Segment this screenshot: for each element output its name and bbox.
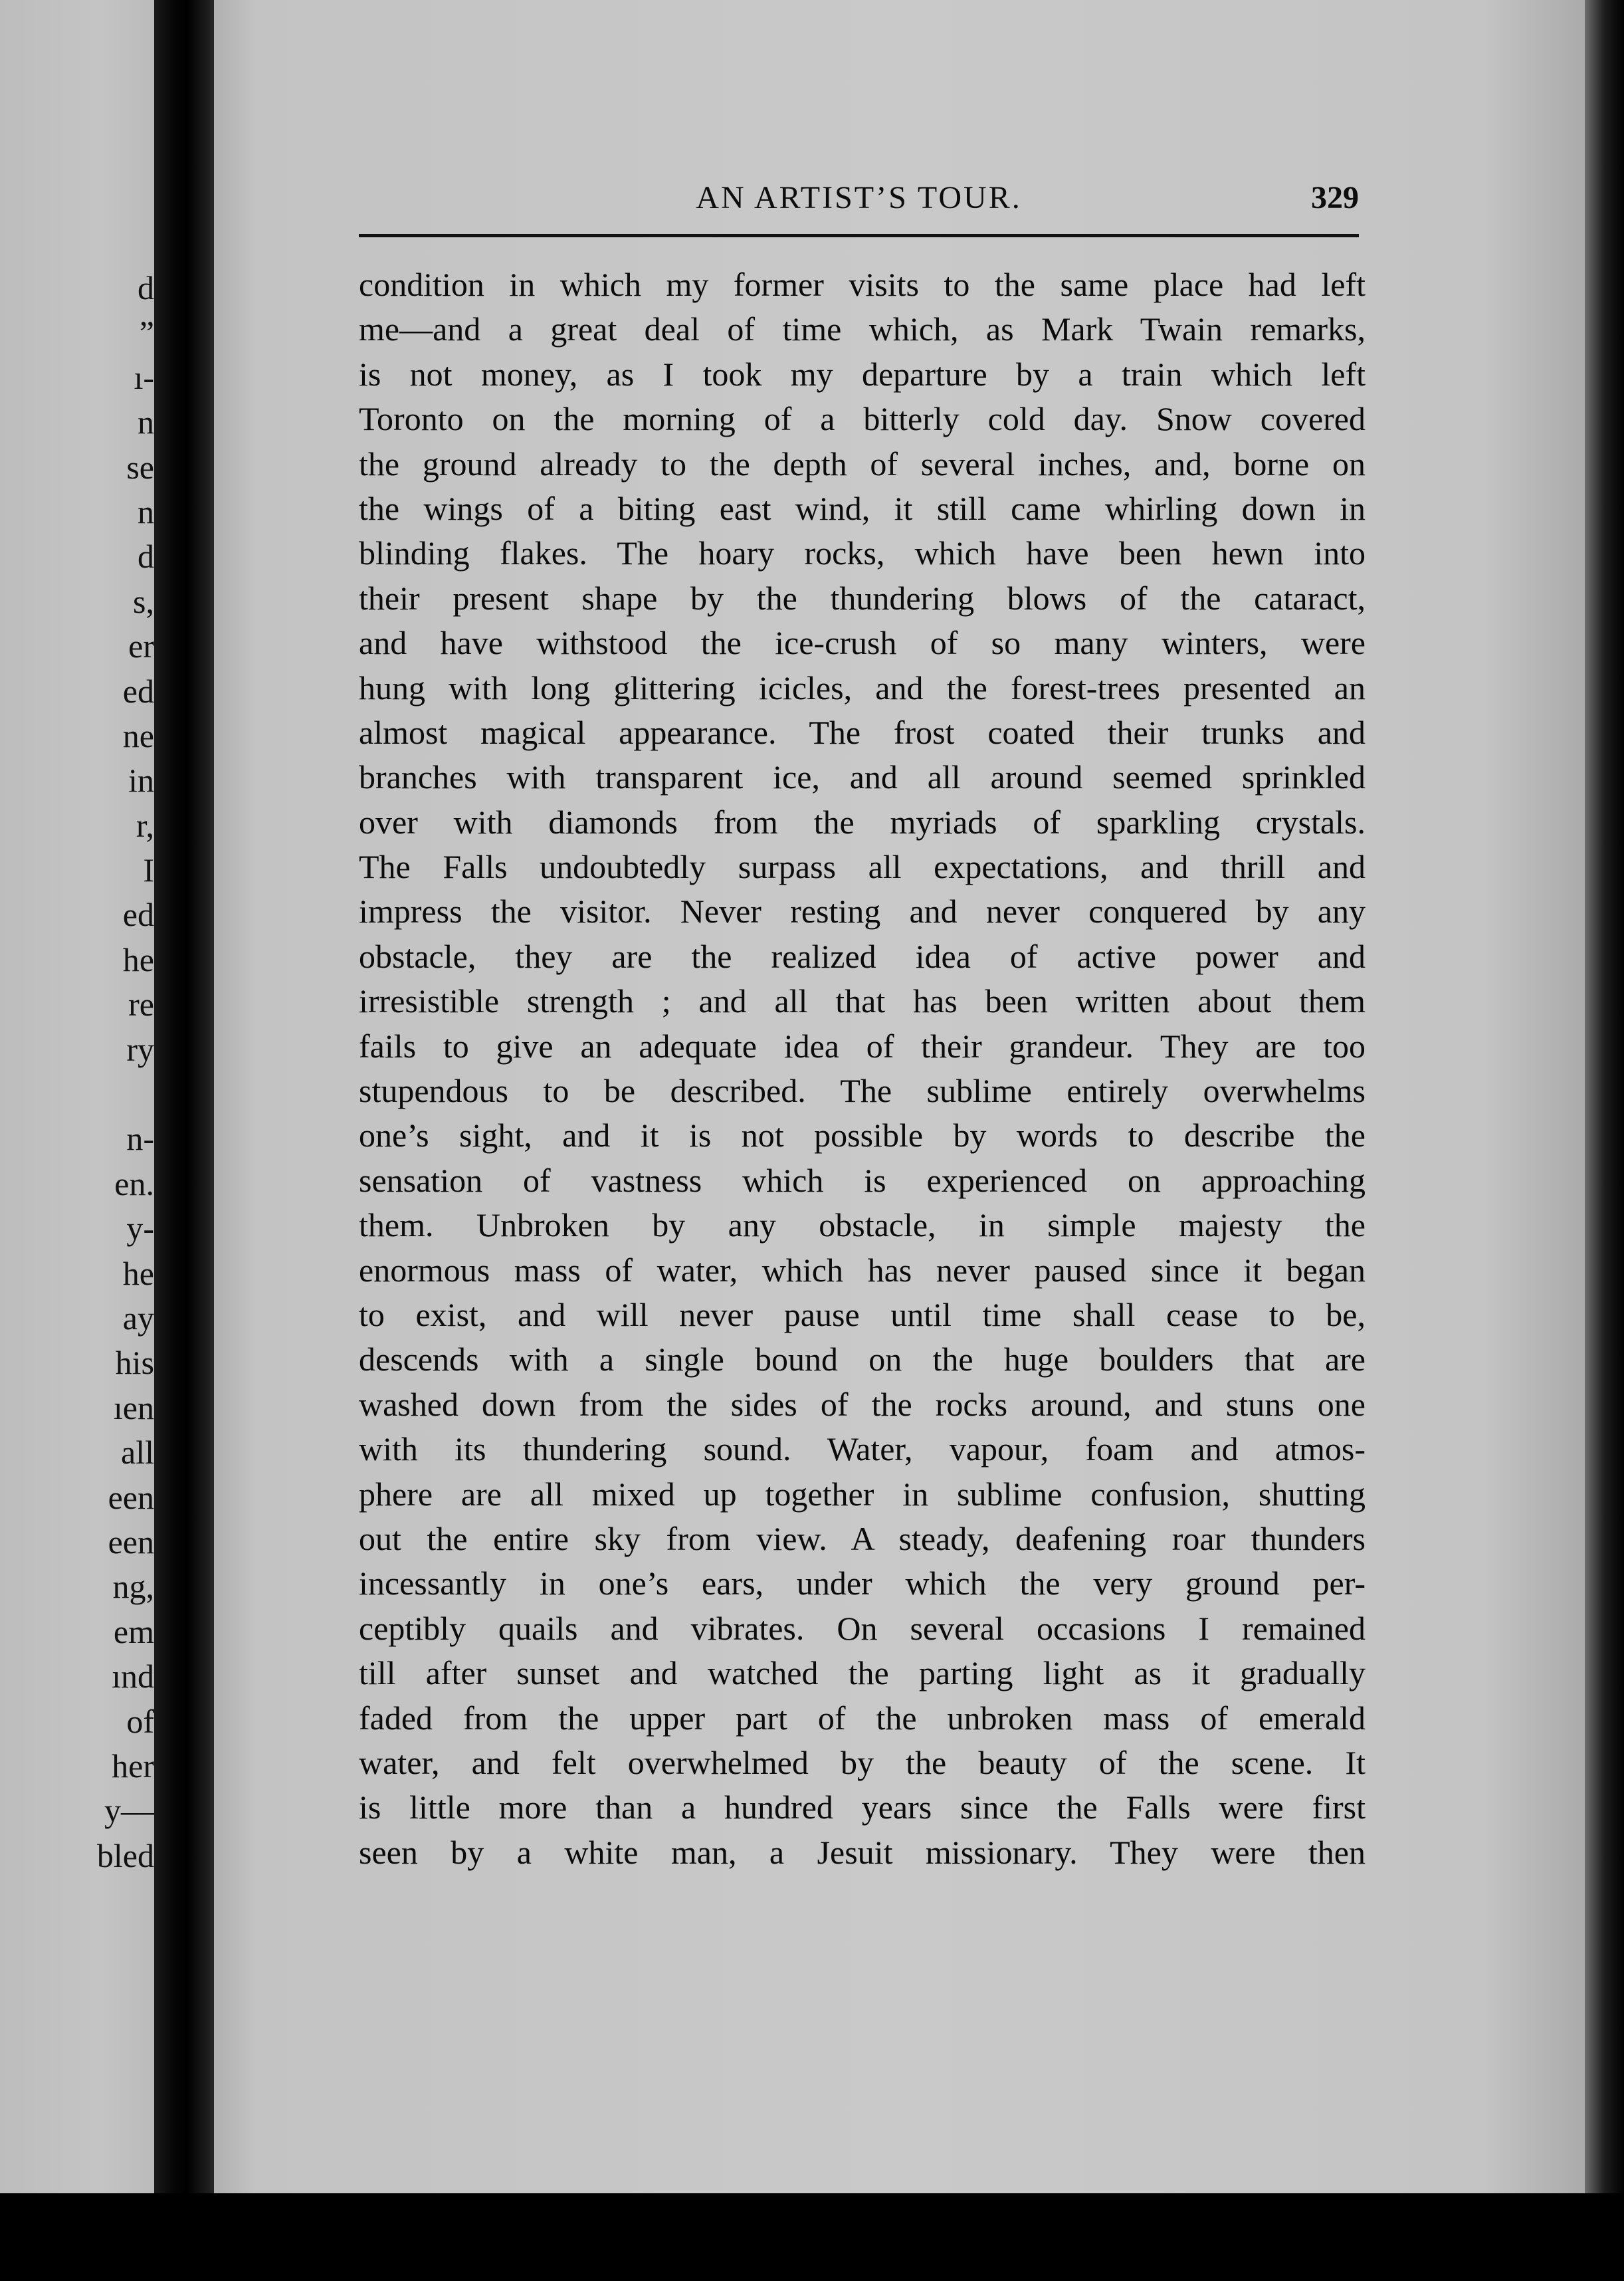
- text-line: ceptibly quails and vibrates. On several occasions I remained: [359, 1609, 1366, 1647]
- text-line: hung with long glittering icicles, and the forest-trees presented an: [359, 669, 1366, 706]
- fragment-line: n: [138, 492, 154, 530]
- text-line: Toronto on the morning of a bitterly cold day. Snow covered: [359, 400, 1366, 438]
- fragment-line: ”: [139, 314, 154, 352]
- fragment-line: I: [143, 851, 154, 889]
- header-rule: [359, 234, 1359, 237]
- text-line: branches with transparent ice, and all around seemed sprinkled: [359, 758, 1366, 796]
- fragment-line: en.: [114, 1164, 154, 1202]
- fragment-line: of: [126, 1702, 154, 1740]
- text-line: enormous mass of water, which has never paused since it began: [359, 1251, 1366, 1289]
- scan-bottom-border: [0, 2193, 1624, 2281]
- fragment-line: n: [138, 403, 154, 441]
- book-gutter: [154, 0, 214, 2281]
- text-line: impress the visitor. Never resting and never conquered by any: [359, 893, 1366, 930]
- fragment-line: bled: [96, 1836, 154, 1874]
- fragment-line: re: [128, 986, 154, 1024]
- fragment-line: [97, 1072, 154, 1117]
- fragment-line: all: [121, 1434, 154, 1471]
- text-line: descends with a single bound on the huge boulders that are: [359, 1341, 1366, 1378]
- text-line: seen by a white man, a Jesuit missionary. They were then: [359, 1833, 1366, 1871]
- text-line: me—and a great deal of time which, as Mark Twain remarks,: [359, 310, 1366, 348]
- text-line: obstacle, they are the realized idea of active power and: [359, 937, 1366, 975]
- text-line: one’s sight, and it is not possible by words to describe the: [359, 1117, 1366, 1154]
- page-number: 329: [1311, 180, 1359, 215]
- fragment-line: her: [112, 1747, 154, 1785]
- fragment-line: d: [138, 538, 154, 576]
- fragment-line: he: [122, 1254, 154, 1292]
- fragment-line: d: [138, 269, 154, 306]
- body-text: [359, 263, 1366, 1875]
- fragment-line: ed: [122, 896, 154, 934]
- text-line: The Falls undoubtedly surpass all expectations, and thrill and: [359, 848, 1366, 886]
- text-line: faded from the upper part of the unbroken mass of emerald: [359, 1699, 1366, 1737]
- text-line: blinding flakes. The hoary rocks, which have been hewn into: [359, 534, 1366, 572]
- fragment-line: y—: [104, 1792, 154, 1830]
- text-line: over with diamonds from the myriads of sparkling crystals.: [359, 803, 1366, 841]
- fragment-line: he: [122, 940, 154, 978]
- text-line: phere are all mixed up together in sublime confusion, shutting: [359, 1475, 1366, 1513]
- text-line: out the entire sky from view. A steady, deafening roar thunders: [359, 1519, 1366, 1557]
- fragment-line: se: [126, 448, 154, 486]
- text-line: to exist, and will never pause until time shall cease to be,: [359, 1295, 1366, 1333]
- text-line: and have withstood the ice-crush of so many winters, were: [359, 624, 1366, 662]
- running-head: [359, 174, 1359, 221]
- fragment-line: in: [128, 762, 154, 800]
- running-title: AN ARTIST’S TOUR.: [696, 180, 1022, 215]
- fragment-line: een: [108, 1523, 154, 1561]
- text-line: washed down from the sides of the rocks around, and stuns one: [359, 1385, 1366, 1423]
- page-edge-shadow: [1585, 0, 1624, 2281]
- facing-page-text-fragments: [97, 266, 154, 1878]
- fragment-line: ı-: [134, 358, 154, 396]
- text-line: with its thundering sound. Water, vapour, foam and atmos-: [359, 1430, 1366, 1468]
- fragment-line: r,: [136, 806, 154, 844]
- fragment-line: his: [115, 1344, 154, 1382]
- text-line: is not money, as I took my departure by a train which left: [359, 355, 1366, 393]
- text-line: the wings of a biting east wind, it still came whirling down in: [359, 489, 1366, 527]
- text-line: incessantly in one’s ears, under which the very ground per-: [359, 1565, 1366, 1602]
- fragment-line: ay: [122, 1299, 154, 1337]
- fragment-line: ed: [122, 672, 154, 710]
- fragment-line: een: [108, 1478, 154, 1516]
- text-line: water, and felt overwhelmed by the beauty of the scene. It: [359, 1743, 1366, 1781]
- text-line: irresistible strength ; and all that has been written about them: [359, 982, 1366, 1020]
- text-line: their present shape by the thundering blows of the cataract,: [359, 579, 1366, 617]
- text-line: is little more than a hundred years since the Falls were first: [359, 1789, 1366, 1826]
- text-line: fails to give an adequate idea of their grandeur. They are too: [359, 1027, 1366, 1065]
- text-line: almost magical appearance. The frost coated their trunks and: [359, 713, 1366, 751]
- text-line: them. Unbroken by any obstacle, in simple majesty the: [359, 1206, 1366, 1244]
- fragment-line: ry: [126, 1030, 154, 1068]
- text-line: till after sunset and watched the parting light as it gradually: [359, 1654, 1366, 1692]
- text-line: stupendous to be described. The sublime entirely overwhelms: [359, 1072, 1366, 1110]
- fragment-line: ınd: [112, 1658, 154, 1695]
- fragment-line: n-: [126, 1120, 154, 1158]
- text-line: the ground already to the depth of several inches, and, borne on: [359, 445, 1366, 483]
- fragment-line: y-: [126, 1210, 154, 1248]
- facing-page-left: [0, 0, 166, 2193]
- fragment-line: em: [113, 1612, 154, 1650]
- fragment-line: s,: [133, 582, 154, 620]
- fragment-line: ng,: [112, 1568, 154, 1606]
- fragment-line: ne: [122, 716, 154, 754]
- fragment-line: ıen: [113, 1388, 154, 1426]
- text-line: condition in which my former visits to the same place had left: [359, 266, 1366, 303]
- text-line: sensation of vastness which is experienced on approaching: [359, 1161, 1366, 1199]
- fragment-line: er: [128, 627, 154, 665]
